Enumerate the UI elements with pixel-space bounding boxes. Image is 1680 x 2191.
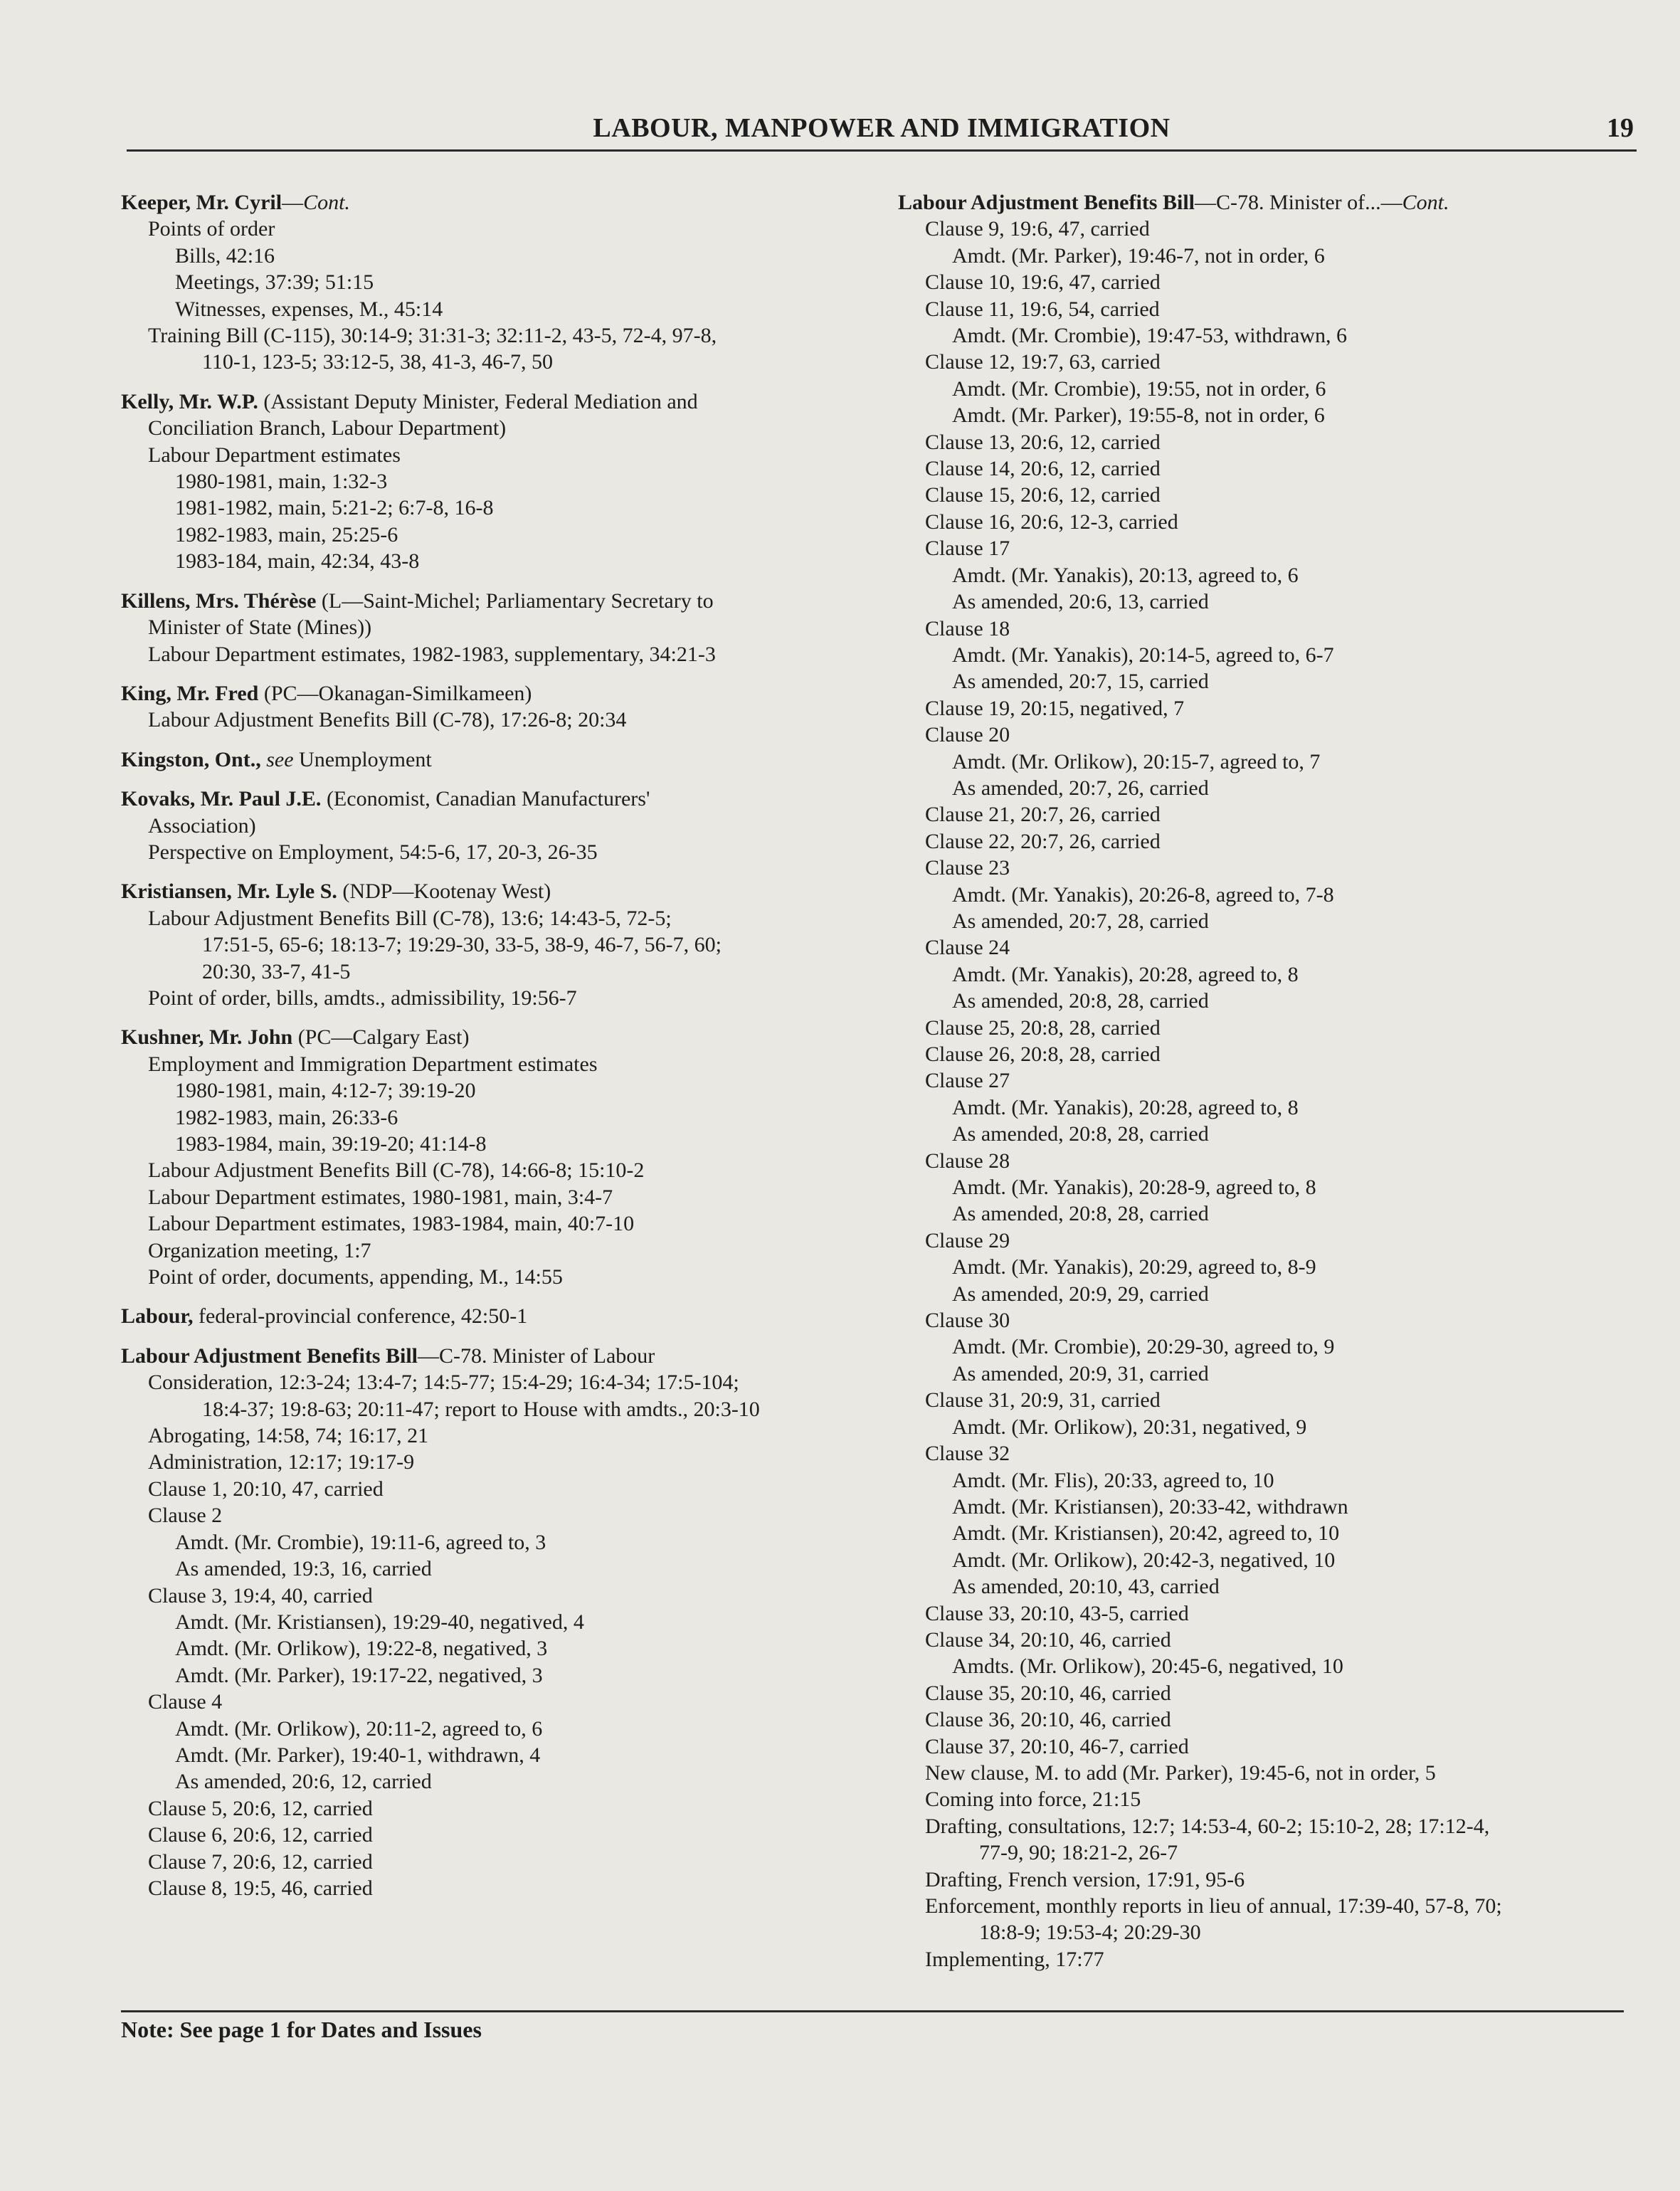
entry-subline: Clause 16, 20:6, 12-3, carried [925,510,1178,534]
entry-subline: Amdt. (Mr. Yanakis), 20:28-9, agreed to, 8 [952,1176,1316,1200]
entry-subline: Amdt. (Mr. Yanakis), 20:28, agreed to, 8 [952,1095,1299,1119]
entry-subline: As amended, 20:9, 29, carried [952,1282,1209,1306]
index-entry [121,588,854,667]
entry-subline: 110-1, 123-5; 33:12-5, 38, 41-3, 46-7, 50 [202,350,554,374]
entry-heading-detail: federal-provincial conference, 42:50-1 [193,1304,528,1329]
entry-subline: 20:30, 33-7, 41-5 [202,959,351,983]
entry-subline: Amdt. (Mr. Yanakis), 20:14-5, agreed to, 6-7 [952,643,1334,667]
entry-heading-line [121,389,854,415]
entry-subline: Clause 26, 20:8, 28, carried [925,1042,1161,1066]
entry-heading: Kovaks, Mr. Paul J.E. [121,787,322,811]
entry-subline: Drafting, consultations, 12:7; 14:53-4, 60-2; 15:10-2, 28; 17:12-4, [925,1814,1490,1838]
entry-heading: Labour Adjustment Benefits Bill [121,1343,418,1368]
entry-subline: As amended, 20:8, 28, carried [952,989,1209,1013]
entry-heading-detail: (Assistant Deputy Minister, Federal Mediation and [258,389,698,413]
entry-heading: Keeper, Mr. Cyril [121,191,282,214]
entry-heading-line [121,189,854,216]
entry-subline: Clause 31, 20:9, 31, carried [925,1388,1161,1413]
entry-heading: Kristiansen, Mr. Lyle S. [121,880,337,904]
index-entry [121,680,854,734]
entry-subline: Clause 18 [925,616,1010,640]
entry-subline: Amdt. (Mr. Parker), 19:46-7, not in order, 6 [952,243,1325,268]
entry-heading-tail: Unemployment [293,747,432,771]
entry-subline: Clause 17 [925,537,1010,561]
entry-subline: Amdt. (Mr. Yanakis), 20:13, agreed to, 6 [952,563,1299,587]
entry-subline: 1982-1983, main, 25:25-6 [175,522,398,547]
entry-subline: As amended, 20:6, 13, carried [952,590,1209,614]
entry-subline: Consideration, 12:3-24; 13:4-7; 14:5-77; 15:4-29; 16:4-34; 17:5-104; [148,1371,739,1395]
entry-subline: 1980-1981, main, 1:32-3 [175,470,388,494]
index-entry [121,389,854,575]
index-entry [121,189,854,376]
entry-heading-detail: (L—Saint-Michel; Parliamentary Secretary to [316,588,714,613]
entry-subline: Points of order [148,217,275,241]
entry-subline: Drafting, French version, 17:91, 95-6 [925,1867,1245,1891]
entry-subline: Organization meeting, 1:7 [148,1238,371,1262]
entry-heading: Labour, [121,1304,194,1329]
entry-subline: Labour Department estimates, 1982-1983, supplementary, 34:21-3 [148,642,716,666]
entry-subline: Clause 33, 20:10, 43-5, carried [925,1601,1189,1625]
entry-subline: Amdt. (Mr. Orlikow), 20:15-7, agreed to, 7 [952,749,1321,774]
entry-subline: Clause 11, 19:6, 54, carried [925,297,1160,321]
entry-subline: Clause 35, 20:10, 46, carried [925,1681,1171,1705]
entry-subline: Clause 6, 20:6, 12, carried [148,1823,373,1847]
entry-subline: Amdts. (Mr. Orlikow), 20:45-6, negatived, 10 [952,1654,1343,1679]
entry-subline: Meetings, 37:39; 51:15 [175,270,374,295]
entry-subline: New clause, M. to add (Mr. Parker), 19:45-6, not in order, 5 [925,1760,1436,1785]
entry-subline: Amdt. (Mr. Yanakis), 20:26-8, agreed to, 7-8 [952,882,1334,907]
entry-subline: Amdt. (Mr. Orlikow), 20:42-3, negatived, 10 [952,1548,1336,1572]
entry-subline: Clause 27 [925,1069,1010,1093]
entry-heading-detail: —C-78. Minister of Labour [418,1343,655,1368]
entry-heading-italic: Cont. [303,191,350,214]
entry-heading-detail: (Economist, Canadian Manufacturers' [321,787,650,811]
entry-heading-italic: Cont. [1402,191,1449,214]
entry-subline: Association) [148,813,256,838]
entry-subline: Clause 13, 20:6, 12, carried [925,430,1161,454]
entry-subline: Amdt. (Mr. Orlikow), 20:31, negatived, 9 [952,1415,1307,1439]
entry-subline: Perspective on Employment, 54:5-6, 17, 20-3, 26-35 [148,840,598,864]
entry-heading-detail: (PC—Okanagan-Similkameen) [258,681,532,705]
entry-subline: Point of order, bills, amdts., admissibility, 19:56-7 [148,986,577,1010]
right-column [898,189,1638,1985]
entry-subline: Clause 29 [925,1228,1010,1252]
entry-subline: Clause 9, 19:6, 47, carried [925,217,1150,241]
index-entry [121,746,854,773]
entry-subline: 17:51-5, 65-6; 18:13-7; 19:29-30, 33-5, 38-9, 46-7, 56-7, 60; [202,933,722,957]
entry-heading-line [121,1343,854,1369]
entry-subline: Clause 10, 19:6, 47, carried [925,270,1161,295]
index-entry [121,1343,854,1902]
entry-heading-line [121,746,854,773]
entry-subline: Amdt. (Mr. Crombie), 20:29-30, agreed to, 9 [952,1335,1335,1359]
entry-subline: Training Bill (C-115), 30:14-9; 31:31-3; 32:11-2, 43-5, 72-4, 97-8, [148,324,717,348]
entry-heading-line [121,588,854,614]
entry-heading: Kelly, Mr. W.P. [121,389,258,413]
entry-subline: Clause 2 [148,1504,223,1528]
footer-rule [121,2010,1624,2012]
entry-subline: Amdt. (Mr. Kristiansen), 19:29-40, negatived, 4 [175,1610,584,1634]
entry-subline: Clause 15, 20:6, 12, carried [925,483,1161,507]
entry-heading-italic: see [266,747,294,771]
entry-subline: As amended, 20:10, 43, carried [952,1575,1220,1599]
entry-subline: 1983-184, main, 42:34, 43-8 [175,549,420,574]
entry-subline: Clause 3, 19:4, 40, carried [148,1583,373,1607]
entry-heading-detail: (NDP—Kootenay West) [337,880,551,904]
entry-subline: Clause 21, 20:7, 26, carried [925,803,1161,827]
entry-subline: Clause 28 [925,1149,1010,1173]
index-entry [121,1024,854,1290]
entry-heading-line [121,786,854,812]
entry-subline: As amended, 20:7, 26, carried [952,776,1209,800]
entry-heading: Kingston, Ont., [121,747,261,771]
index-entry [121,1303,854,1329]
entry-heading-line [121,680,854,707]
entry-subline: Labour Department estimates [148,443,401,467]
entry-subline: Amdt. (Mr. Yanakis), 20:29, agreed to, 8-9 [952,1255,1316,1279]
entry-subline: Labour Adjustment Benefits Bill (C-78), 17:26-8; 20:34 [148,708,627,732]
entry-subline: Labour Department estimates, 1980-1981, main, 3:4-7 [148,1185,613,1209]
entry-subline: Clause 37, 20:10, 46-7, carried [925,1734,1189,1758]
entry-subline: Amdt. (Mr. Kristiansen), 20:33-42, withdrawn [952,1494,1348,1519]
entry-subline: Labour Adjustment Benefits Bill (C-78), 13:6; 14:43-5, 72-5; [148,906,672,930]
entry-subline: Labour Department estimates, 1983-1984, main, 40:7-10 [148,1212,635,1236]
entry-subline: Amdt. (Mr. Parker), 19:55-8, not in order, 6 [952,403,1325,428]
entry-subline: Clause 30 [925,1309,1010,1333]
index-entry [121,878,854,1011]
entry-subline: Clause 32 [925,1442,1010,1466]
entry-subline: As amended, 20:6, 12, carried [175,1770,432,1794]
entry-subline: Abrogating, 14:58, 74; 16:17, 21 [148,1424,429,1448]
entry-heading-detail: (PC—Calgary East) [292,1025,470,1050]
entry-heading: Killens, Mrs. Thérèse [121,588,317,613]
entry-subline: Clause 7, 20:6, 12, carried [148,1849,373,1874]
entry-subline: Clause 14, 20:6, 12, carried [925,457,1161,481]
entry-subline: Clause 36, 20:10, 46, carried [925,1708,1171,1732]
index-entry [121,786,854,865]
entry-subline: Amdt. (Mr. Kristiansen), 20:42, agreed to, 10 [952,1521,1340,1546]
entry-subline: 77-9, 90; 18:21-2, 26-7 [979,1841,1178,1865]
entry-subline: As amended, 20:9, 31, carried [952,1361,1209,1385]
entry-subline: Amdt. (Mr. Crombie), 19:11-6, agreed to, 3 [175,1530,546,1554]
entry-subline: Point of order, documents, appending, M., 14:55 [148,1265,563,1289]
entry-subline: Amdt. (Mr. Orlikow), 20:11-2, agreed to, 6 [175,1716,543,1741]
entry-subline: As amended, 19:3, 16, carried [175,1557,432,1581]
page-number: 19 [1607,113,1634,143]
entry-heading-detail: — [282,191,304,214]
entry-subline: Clause 4 [148,1690,223,1714]
entry-heading: King, Mr. Fred [121,681,259,705]
entry-heading: Labour Adjustment Benefits Bill [898,191,1195,214]
entry-heading-line [121,878,854,904]
entry-subline: Coming into force, 21:15 [925,1788,1141,1812]
entry-subline: Clause 19, 20:15, negatived, 7 [925,696,1185,720]
entry-subline: Clause 8, 19:5, 46, carried [148,1876,373,1900]
entry-subline: Clause 34, 20:10, 46, carried [925,1627,1171,1652]
entry-subline: Clause 5, 20:6, 12, carried [148,1796,373,1820]
entry-subline: Amdt. (Mr. Crombie), 19:47-53, withdrawn, 6 [952,324,1347,348]
entry-subline: Amdt. (Mr. Orlikow), 19:22-8, negatived, 3 [175,1637,548,1661]
entry-subline: Clause 24 [925,936,1010,960]
entry-heading-line [898,189,1638,216]
left-column [121,189,854,1914]
entry-subline: Clause 23 [925,856,1010,880]
entry-subline: 18:4-37; 19:8-63; 20:11-47; report to House with amdts., 20:3-10 [202,1397,760,1421]
entry-subline: As amended, 20:8, 28, carried [952,1202,1209,1226]
footer-note: Note: See page 1 for Dates and Issues [121,2017,482,2042]
entry-subline: Clause 12, 19:7, 63, carried [925,350,1161,374]
entry-subline: Minister of State (Mines)) [148,616,372,640]
entry-subline: Amdt. (Mr. Flis), 20:33, agreed to, 10 [952,1468,1274,1492]
entry-subline: Employment and Immigration Department estimates [148,1052,598,1076]
entry-subline: 1980-1981, main, 4:12-7; 39:19-20 [175,1079,476,1103]
entry-subline: Clause 1, 20:10, 47, carried [148,1477,384,1501]
entry-subline: Bills, 42:16 [175,243,275,268]
entry-subline: Amdt. (Mr. Crombie), 19:55, not in order, 6 [952,376,1326,401]
entry-subline: Witnesses, expenses, M., 45:14 [175,297,443,321]
entry-heading-line [121,1024,854,1050]
entry-subline: Implementing, 17:77 [925,1947,1104,1971]
entry-subline: Clause 25, 20:8, 28, carried [925,1015,1161,1040]
entry-subline: As amended, 20:7, 28, carried [952,909,1209,933]
entry-heading-detail: —C-78. Minister of...— [1195,191,1402,214]
entry-subline: Clause 22, 20:7, 26, carried [925,829,1161,853]
entry-subline: Amdt. (Mr. Yanakis), 20:28, agreed to, 8 [952,962,1299,986]
entry-subline: As amended, 20:8, 28, carried [952,1122,1209,1146]
entry-subline: Administration, 12:17; 19:17-9 [148,1450,415,1474]
entry-subline: Labour Adjustment Benefits Bill (C-78), 14:66-8; 15:10-2 [148,1158,645,1183]
entry-subline: Conciliation Branch, Labour Department) [148,416,507,440]
entry-subline: 1981-1982, main, 5:21-2; 6:7-8, 16-8 [175,496,494,520]
entry-subline: 1983-1984, main, 39:19-20; 41:14-8 [175,1132,487,1156]
entry-subline: Amdt. (Mr. Parker), 19:17-22, negatived, 3 [175,1663,543,1687]
running-title: LABOUR, MANPOWER AND IMMIGRATION [593,113,1171,143]
entry-heading: Kushner, Mr. John [121,1025,293,1050]
index-entry [898,189,1638,1973]
entry-heading-line [121,1303,854,1329]
entry-subline: As amended, 20:7, 15, carried [952,670,1209,694]
entry-subline: Enforcement, monthly reports in lieu of annual, 17:39-40, 57-8, 70; [925,1894,1502,1918]
entry-subline: Amdt. (Mr. Parker), 19:40-1, withdrawn, 4 [175,1743,541,1767]
entry-subline: 1982-1983, main, 26:33-6 [175,1105,398,1129]
entry-subline: Clause 20 [925,723,1010,747]
page-header [127,111,1637,152]
entry-subline: 18:8-9; 19:53-4; 20:29-30 [979,1921,1201,1945]
